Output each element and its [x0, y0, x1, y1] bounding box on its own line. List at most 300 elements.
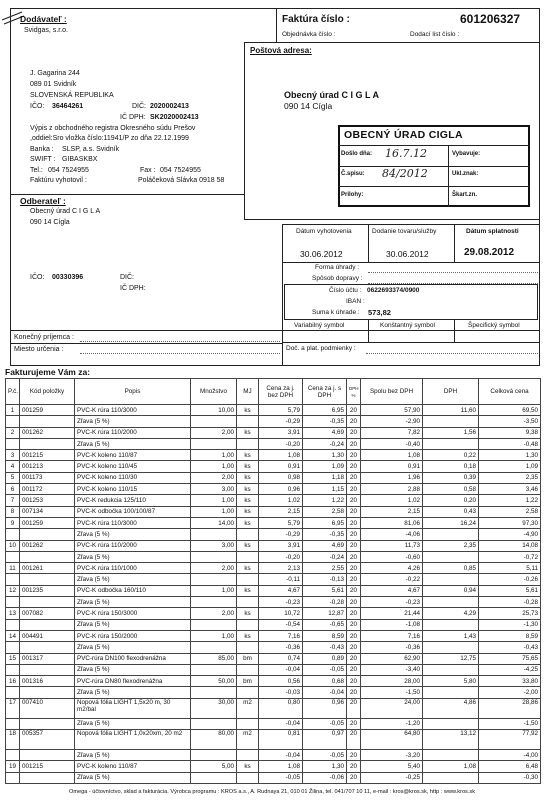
table-cell	[191, 438, 237, 449]
table-row	[6, 585, 541, 596]
column-header: Cena za j. s DPH	[303, 379, 347, 405]
table-cell: 1,00	[191, 495, 237, 506]
table-cell: Nopová fólia LIGHT 1,0x20xm, 20 m2	[75, 730, 191, 750]
table-cell: 11,60	[423, 405, 479, 416]
table-cell: Nopová fólia LIGHT 1,5x20 m, 30 m2/bal	[75, 698, 191, 718]
table-cell: 2,55	[303, 563, 347, 574]
table-cell: 1,08	[423, 761, 479, 772]
customer-dic-label: DIČ:	[120, 274, 134, 281]
column-header: Spolu bez DPH	[361, 379, 423, 405]
table-cell: 20	[347, 730, 361, 750]
table-row	[6, 574, 541, 585]
table-cell: ks	[237, 427, 259, 438]
table-cell: 001259	[20, 517, 75, 528]
table-row	[6, 450, 541, 461]
table-cell	[237, 664, 259, 675]
order-label: Objednávka číslo :	[282, 31, 336, 38]
table-cell: 0,20	[423, 495, 479, 506]
table-cell: 1,00	[191, 461, 237, 472]
table-cell: PVC-K rúra 110/2000	[75, 427, 191, 438]
table-cell: PVC-K koleno 110/87	[75, 761, 191, 772]
table-row	[6, 517, 541, 528]
table-cell: -0,05	[259, 772, 303, 783]
items-heading: Fakturujeme Vám za:	[5, 367, 91, 377]
table-cell: 7,16	[259, 630, 303, 641]
table-cell: 0,39	[423, 472, 479, 483]
table-cell: Zľava (5 %)	[75, 619, 191, 630]
table-row	[6, 653, 541, 664]
customer-city: 090 14 Cígla	[30, 219, 70, 226]
table-cell	[191, 687, 237, 698]
table-cell: -0,48	[479, 438, 541, 449]
table-cell	[191, 597, 237, 608]
account-number: 0622693374/0900	[367, 287, 420, 294]
header-divider	[276, 8, 277, 42]
table-cell: 5,61	[479, 585, 541, 596]
table-cell: ks	[237, 563, 259, 574]
table-cell: 20	[347, 484, 361, 495]
table-cell: 0,85	[423, 563, 479, 574]
table-cell: PVC-K odbočka 160/110	[75, 585, 191, 596]
table-cell: 20	[347, 450, 361, 461]
table-cell: 10,72	[259, 608, 303, 619]
table-cell: -0,04	[259, 664, 303, 675]
table-cell	[423, 597, 479, 608]
table-row	[6, 540, 541, 551]
supplier-ico-label: IČO:	[30, 103, 45, 110]
table-cell: 1,08	[259, 450, 303, 461]
table-cell: -0,35	[303, 416, 347, 427]
table-cell: 004491	[20, 630, 75, 641]
due-date: 29.08.2012	[464, 247, 515, 258]
table-cell: m2	[237, 730, 259, 750]
table-cell: 005357	[20, 730, 75, 750]
table-cell: PVC-K rúra 150/3000	[75, 608, 191, 619]
stamp-doslo-value: 16.7.12	[385, 147, 427, 160]
table-cell: 3,91	[259, 540, 303, 551]
stamp-cspisu-value: 84/2012	[382, 167, 428, 180]
table-cell	[20, 772, 75, 783]
table-cell: 10	[6, 540, 20, 551]
table-cell: Zľava (5 %)	[75, 687, 191, 698]
items-body	[6, 405, 541, 784]
table-cell	[191, 664, 237, 675]
table-cell: 1,30	[303, 450, 347, 461]
table-cell: -4,06	[361, 529, 423, 540]
table-cell: 6,95	[303, 517, 347, 528]
delivery-date-label: Dodanie tovaru/služby	[372, 228, 437, 235]
customer-icdph-label: IČ DPH:	[120, 285, 146, 292]
invoice-number: 601206327	[460, 12, 521, 26]
table-cell: 14	[6, 630, 20, 641]
stamp-prilohy-label: Prílohy:	[341, 192, 364, 198]
footer-credit: Omega - účtovníctvo, sklad a fakturácia. Výrobca programu : KROS a.s., A. Rudnaya 21, 010 01 Žilina, tel. 041/707 10 11, e-mail : kros@kros.sk, http : www.kros.sk	[68, 789, 476, 795]
column-header: MJ	[237, 379, 259, 405]
table-row	[6, 730, 541, 750]
table-cell: 20	[347, 461, 361, 472]
table-cell: 80,00	[191, 730, 237, 750]
table-cell: -4,25	[479, 664, 541, 675]
table-cell: 62,90	[361, 653, 423, 664]
table-cell	[6, 597, 20, 608]
supplier-tel-label: Tel.:	[30, 167, 43, 174]
table-cell: Zľava (5 %)	[75, 438, 191, 449]
table-row	[6, 597, 541, 608]
table-cell	[237, 574, 259, 585]
table-cell: -1,50	[479, 718, 541, 729]
table-cell: 2,00	[191, 563, 237, 574]
table-cell: 0,98	[259, 472, 303, 483]
table-cell	[6, 574, 20, 585]
table-cell: 20	[347, 653, 361, 664]
table-cell: 0,80	[259, 698, 303, 718]
table-cell	[191, 551, 237, 562]
supplier-address1: J. Gagarina 244	[30, 70, 80, 77]
table-cell: -0,29	[259, 416, 303, 427]
table-cell	[237, 619, 259, 630]
postal-heading: Poštová adresa:	[250, 46, 312, 55]
table-cell: 5,61	[303, 585, 347, 596]
table-row	[6, 551, 541, 562]
table-cell: 28,86	[479, 698, 541, 718]
table-cell: -1,30	[479, 619, 541, 630]
supplier-icdph: SK2020002413	[150, 114, 199, 121]
table-cell: 4,67	[361, 585, 423, 596]
table-cell	[423, 529, 479, 540]
table-cell: 1,00	[191, 585, 237, 596]
table-cell: 001316	[20, 676, 75, 687]
table-cell: -0,13	[303, 574, 347, 585]
table-cell: 0,68	[303, 676, 347, 687]
table-cell: 20	[347, 585, 361, 596]
table-cell: 1,30	[479, 450, 541, 461]
table-cell	[6, 438, 20, 449]
table-cell: PVC-K rúra 110/1000	[75, 563, 191, 574]
table-cell: ks	[237, 472, 259, 483]
table-cell	[423, 416, 479, 427]
table-cell: Zľava (5 %)	[75, 597, 191, 608]
table-cell: ks	[237, 461, 259, 472]
table-cell: 20	[347, 630, 361, 641]
table-cell: 20	[347, 642, 361, 653]
table-cell	[20, 718, 75, 729]
table-cell: PVC-K koleno 110/87	[75, 450, 191, 461]
table-cell: 28,00	[361, 676, 423, 687]
table-cell	[237, 529, 259, 540]
doc-terms-label: Doč. a plat. podmienky :	[286, 345, 356, 352]
table-cell: 007082	[20, 608, 75, 619]
sum-value: 573,82	[368, 308, 391, 317]
table-cell	[191, 619, 237, 630]
table-cell: 4,69	[303, 427, 347, 438]
table-cell: 20	[347, 664, 361, 675]
table-cell: 5,79	[259, 517, 303, 528]
table-cell: 001259	[20, 405, 75, 416]
table-cell	[20, 597, 75, 608]
table-row	[6, 608, 541, 619]
column-header: Cena za j. bez DPH	[259, 379, 303, 405]
table-header-row	[6, 379, 541, 405]
table-cell	[237, 416, 259, 427]
table-cell: 1,00	[191, 450, 237, 461]
table-cell: 7,16	[361, 630, 423, 641]
table-cell: 12,75	[423, 653, 479, 664]
table-cell: 15	[6, 653, 20, 664]
table-cell: 20	[347, 750, 361, 761]
table-cell: -0,28	[479, 597, 541, 608]
table-cell: 20	[347, 438, 361, 449]
table-cell	[191, 772, 237, 783]
table-cell: Zľava (5 %)	[75, 664, 191, 675]
table-row	[6, 750, 541, 761]
table-cell: 007410	[20, 698, 75, 718]
table-cell: 24,00	[361, 698, 423, 718]
iban-label: IBAN :	[346, 298, 365, 305]
column-header: Celková cena	[479, 379, 541, 405]
stamp-skartzn-label: Škart.zn.	[452, 192, 478, 198]
table-cell: 9	[6, 517, 20, 528]
supplier-bank: SLSP, a.s. Svidník	[62, 146, 120, 153]
table-cell: 3	[6, 450, 20, 461]
table-row	[6, 484, 541, 495]
table-cell: 4	[6, 461, 20, 472]
table-cell: -0,36	[259, 642, 303, 653]
table-cell: 17	[6, 698, 20, 718]
customer-name: Obecný úrad C I G L A	[30, 208, 101, 215]
table-row	[6, 664, 541, 675]
table-cell: Zľava (5 %)	[75, 574, 191, 585]
table-cell	[191, 718, 237, 729]
table-cell: 0,96	[259, 484, 303, 495]
table-cell: PVC-K rúra 110/2000	[75, 540, 191, 551]
table-cell: ks	[237, 450, 259, 461]
table-cell: 4,86	[423, 698, 479, 718]
table-cell	[6, 772, 20, 783]
stamp-cspisu-label: Č.spisu:	[341, 171, 365, 177]
postal-city: 090 14 Cígla	[284, 101, 333, 111]
table-cell: ks	[237, 495, 259, 506]
table-row	[6, 529, 541, 540]
table-cell	[6, 750, 20, 761]
supplier-issuer: Poláčeková Slávka 0918 58	[138, 177, 225, 184]
table-cell	[6, 642, 20, 653]
table-cell: -0,43	[479, 642, 541, 653]
table-cell: 16	[6, 676, 20, 687]
table-cell: 12,87	[303, 608, 347, 619]
table-cell: 25,73	[479, 608, 541, 619]
supplier-ico: 36464261	[52, 103, 84, 110]
table-cell: 7,82	[361, 427, 423, 438]
table-cell	[237, 551, 259, 562]
table-cell: ks	[237, 517, 259, 528]
table-cell: 69,50	[479, 405, 541, 416]
table-cell: PVC-K redukcia 125/110	[75, 495, 191, 506]
table-cell: 1,30	[303, 761, 347, 772]
supplier-fax-label: Fax :	[140, 167, 156, 174]
table-cell: 001173	[20, 472, 75, 483]
table-cell: 2,15	[361, 506, 423, 517]
table-cell: 1,02	[361, 495, 423, 506]
table-cell: 33,80	[479, 676, 541, 687]
table-cell	[20, 750, 75, 761]
table-cell: 8,59	[479, 630, 541, 641]
table-cell: 20	[347, 698, 361, 718]
table-cell: PVC-K koleno 110/30	[75, 472, 191, 483]
table-cell	[423, 772, 479, 783]
table-cell: Zľava (5 %)	[75, 551, 191, 562]
table-cell: 20	[347, 761, 361, 772]
table-cell: -0,43	[303, 642, 347, 653]
table-cell	[191, 529, 237, 540]
table-cell	[6, 718, 20, 729]
table-cell: -0,23	[259, 597, 303, 608]
table-cell: -0,30	[479, 772, 541, 783]
supplier-swift: GIBASKBX	[62, 156, 98, 163]
column-header: Množstvo	[191, 379, 237, 405]
supplier-dic: 2020002413	[150, 103, 189, 110]
table-cell: -0,60	[361, 551, 423, 562]
table-cell: 3,00	[191, 540, 237, 551]
table-cell: 1,56	[423, 427, 479, 438]
table-cell: 20	[347, 506, 361, 517]
table-cell: -3,50	[479, 416, 541, 427]
table-cell	[20, 438, 75, 449]
table-cell: -1,50	[361, 687, 423, 698]
transport-label: Spôsob dopravy :	[312, 275, 363, 282]
table-cell: -2,00	[479, 687, 541, 698]
table-cell	[20, 687, 75, 698]
table-row	[6, 495, 541, 506]
table-cell: -3,20	[361, 750, 423, 761]
table-cell	[423, 619, 479, 630]
table-cell: PVC-K koleno 110/45	[75, 461, 191, 472]
table-cell: 1,08	[361, 450, 423, 461]
table-cell: 5,11	[479, 563, 541, 574]
table-cell: -1,08	[361, 619, 423, 630]
table-row	[6, 416, 541, 427]
supplier-icdph-label: IČ DPH:	[120, 114, 146, 121]
table-cell: 001235	[20, 585, 75, 596]
supplier-registry1: Výpis z obchodného registra Okresného súdu Prešov	[30, 125, 196, 132]
table-cell	[237, 438, 259, 449]
table-cell: 20	[347, 540, 361, 551]
table-row	[6, 761, 541, 772]
table-row	[6, 676, 541, 687]
table-cell	[6, 619, 20, 630]
table-row	[6, 630, 541, 641]
table-row	[6, 427, 541, 438]
table-cell: 7	[6, 495, 20, 506]
table-cell: 2,00	[191, 608, 237, 619]
table-cell: 5,80	[423, 676, 479, 687]
table-cell: -2,90	[361, 416, 423, 427]
table-cell: 001317	[20, 653, 75, 664]
table-cell: 001172	[20, 484, 75, 495]
supplier-issuer-label: Faktúru vyhotovil :	[30, 177, 87, 184]
sum-label: Suma k úhrade :	[312, 309, 360, 316]
stamp-title: OBECNÝ ÚRAD CIGLA	[344, 129, 463, 141]
table-cell: 20	[347, 563, 361, 574]
table-cell	[423, 574, 479, 585]
final-receiver-label: Konečný príjemca :	[14, 334, 74, 341]
supplier-swift-label: SWIFT :	[30, 156, 56, 163]
table-cell: 20	[347, 676, 361, 687]
table-cell: 1,22	[479, 495, 541, 506]
table-cell: PVC-rúra DN80 flexodrenážna	[75, 676, 191, 687]
table-cell: -0,26	[479, 574, 541, 585]
table-cell	[423, 664, 479, 675]
table-cell: ks	[237, 405, 259, 416]
table-cell: 0,91	[361, 461, 423, 472]
table-cell	[20, 574, 75, 585]
table-cell	[237, 597, 259, 608]
table-cell: bm	[237, 676, 259, 687]
stamp-vybavuje-label: Vybavuje:	[452, 151, 481, 157]
issue-date-label: Dátum vyhotovenia	[296, 228, 352, 235]
variable-symbol-label: Variabilný symbol	[294, 322, 345, 329]
table-cell: 21,44	[361, 608, 423, 619]
supplier-bank-label: Banka :	[30, 146, 54, 153]
table-cell: 0,58	[423, 484, 479, 495]
table-cell: 3,46	[479, 484, 541, 495]
table-cell: 001262	[20, 427, 75, 438]
table-cell: -0,04	[259, 718, 303, 729]
table-cell: 1,18	[303, 472, 347, 483]
table-cell: 19	[6, 761, 20, 772]
column-header: P.č.	[6, 379, 20, 405]
table-cell	[20, 551, 75, 562]
table-cell: 2,00	[191, 427, 237, 438]
table-cell: -0,11	[259, 574, 303, 585]
table-cell: 11,73	[361, 540, 423, 551]
table-cell: -0,40	[361, 438, 423, 449]
table-cell	[423, 551, 479, 562]
table-cell: 18	[6, 730, 20, 750]
table-cell: 13	[6, 608, 20, 619]
table-cell: -0,72	[479, 551, 541, 562]
table-cell: -0,03	[259, 687, 303, 698]
table-cell	[237, 718, 259, 729]
table-cell: 0,22	[423, 450, 479, 461]
table-cell: 75,65	[479, 653, 541, 664]
table-cell: 20	[347, 529, 361, 540]
table-cell: 6,48	[479, 761, 541, 772]
table-cell: -0,28	[303, 597, 347, 608]
table-cell: -3,40	[361, 664, 423, 675]
customer-ico: 00330396	[52, 274, 84, 281]
table-row	[6, 698, 541, 718]
table-cell: 2,35	[479, 472, 541, 483]
table-cell: 2,58	[303, 506, 347, 517]
table-cell	[6, 416, 20, 427]
table-cell: ks	[237, 630, 259, 641]
table-cell	[237, 687, 259, 698]
table-cell: -0,05	[303, 750, 347, 761]
table-row	[6, 687, 541, 698]
table-cell: 001262	[20, 540, 75, 551]
table-cell: -0,05	[303, 664, 347, 675]
table-cell	[191, 574, 237, 585]
constant-symbol-label: Konštantný symbol	[380, 322, 435, 329]
table-cell	[423, 642, 479, 653]
table-cell: 8,59	[303, 630, 347, 641]
supplier-tel: 054 7524955	[48, 167, 89, 174]
table-cell: 4,29	[423, 608, 479, 619]
destination-label: Miesto určenia :	[14, 346, 64, 353]
table-cell: Zľava (5 %)	[75, 750, 191, 761]
table-cell: 2,15	[259, 506, 303, 517]
table-row	[6, 718, 541, 729]
